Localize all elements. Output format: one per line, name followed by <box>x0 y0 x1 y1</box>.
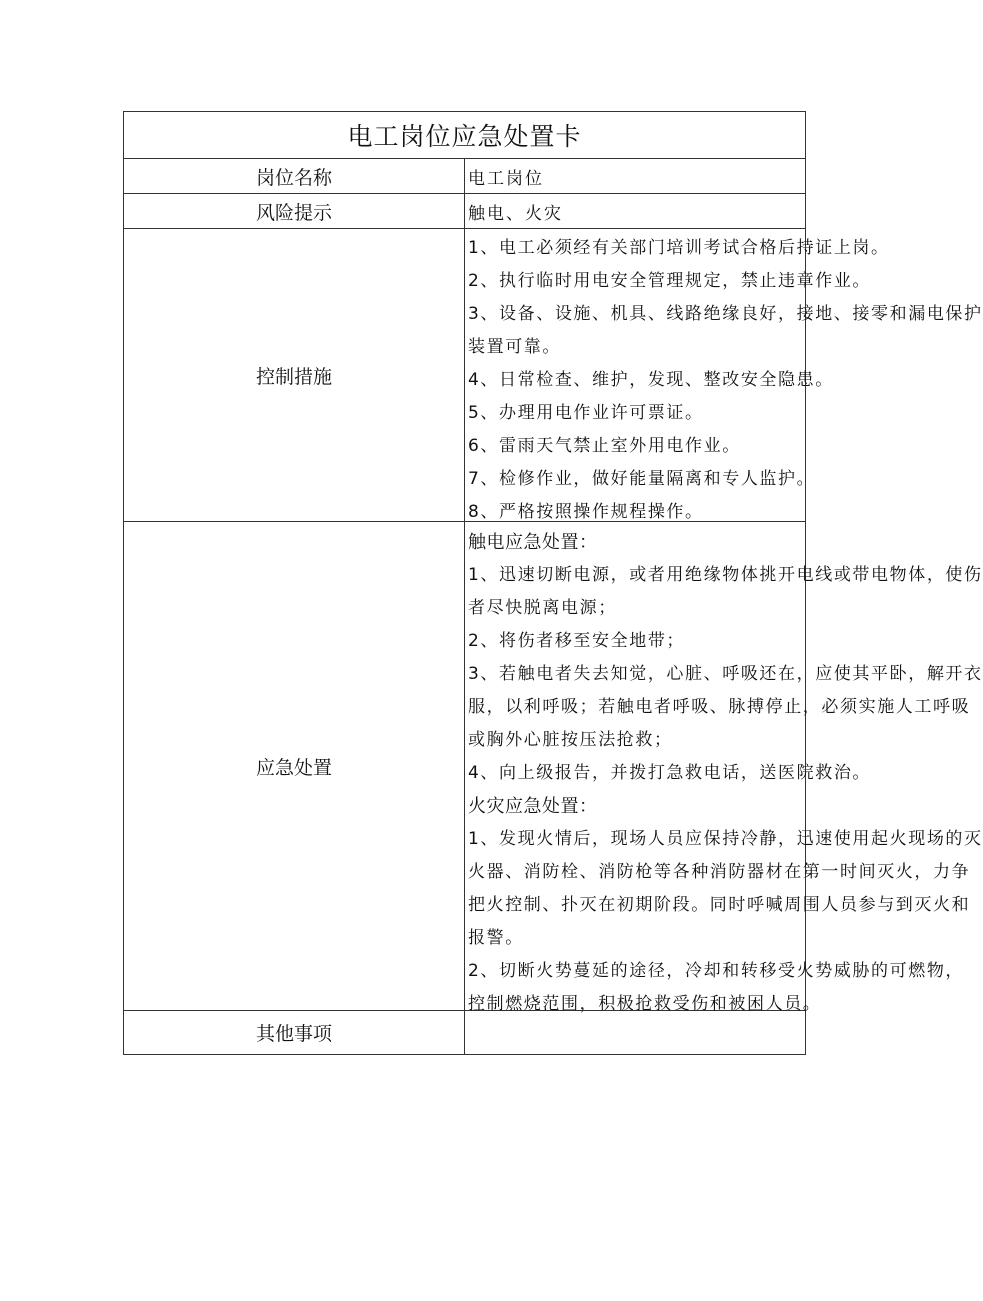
fire-line: 把火控制、扑灭在初期阶段。同时呼喊周围人员参与到灭火和 <box>468 895 971 915</box>
control-line: 7、检修作业，做好能量隔离和专人监护。 <box>468 469 816 489</box>
control-measures-label: 控制措施 <box>124 229 465 522</box>
control-measures-list <box>465 229 983 522</box>
electric-line: 或胸外心脏按压法抢救； <box>468 730 673 750</box>
emergency-content <box>465 522 983 1014</box>
other-label: 其他事项 <box>124 1011 465 1055</box>
control-measures-row <box>124 229 806 522</box>
title-row <box>124 112 806 159</box>
control-line: 3、设备、设施、机具、线路绝缘良好，接地、接零和漏电保护 <box>468 304 983 324</box>
control-line: 5、办理用电作业许可票证。 <box>468 403 704 423</box>
card-title: 电工岗位应急处置卡 <box>124 112 806 159</box>
post-name-label: 岗位名称 <box>124 159 465 194</box>
fire-line: 控制燃烧范围，积极抢救受伤和被困人员。 <box>468 994 822 1014</box>
electric-line: 3、若触电者失去知觉，心脏、呼吸还在，应使其平卧，解开衣 <box>468 664 983 684</box>
emergency-card-table <box>123 111 983 1055</box>
electric-line: 2、将伤者移至安全地带； <box>468 631 686 651</box>
control-line: 1、电工必须经有关部门培训考试合格后持证上岗。 <box>468 238 890 258</box>
control-line: 装置可靠。 <box>468 337 561 357</box>
fire-emergency-heading: 火灾应急处置： <box>468 796 598 817</box>
control-line: 2、执行临时用电安全管理规定，禁止违章作业。 <box>468 271 872 291</box>
post-name-value: 电工岗位 <box>465 159 806 194</box>
emergency-row <box>124 522 806 1011</box>
electric-line: 4、向上级报告，并拨打急救电话，送医院救治。 <box>468 763 872 783</box>
emergency-cell <box>465 522 983 1014</box>
post-name-row <box>124 159 806 194</box>
electric-emergency-heading: 触电应急处置： <box>468 532 598 553</box>
fire-line: 报警。 <box>468 928 524 948</box>
control-line: 4、日常检查、维护，发现、整改安全隐患。 <box>468 370 834 390</box>
electric-line: 服，以利呼吸；若触电者呼吸、脉搏停止，必须实施人工呼吸 <box>468 697 971 717</box>
fire-line: 火器、消防栓、消防枪等各种消防器材在第一时间灭火，力争 <box>468 862 971 882</box>
control-line: 8、严格按照操作规程操作。 <box>468 502 704 522</box>
electric-line: 1、迅速切断电源，或者用绝缘物体挑开电线或带电物体，使伤 <box>468 565 983 585</box>
control-line: 6、雷雨天气禁止室外用电作业。 <box>468 436 741 456</box>
electric-line: 者尽快脱离电源； <box>468 598 617 618</box>
risk-hint-label: 风险提示 <box>124 194 465 229</box>
emergency-label: 应急处置 <box>124 522 465 1011</box>
fire-line: 1、发现火情后，现场人员应保持冷静，迅速使用起火现场的灭 <box>468 829 983 849</box>
fire-line: 2、切断火势蔓延的途径，冷却和转移受火势威胁的可燃物， <box>468 961 965 981</box>
control-measures-cell <box>465 229 983 522</box>
risk-hint-row <box>124 194 806 229</box>
risk-hint-value: 触电、火灾 <box>465 194 806 229</box>
